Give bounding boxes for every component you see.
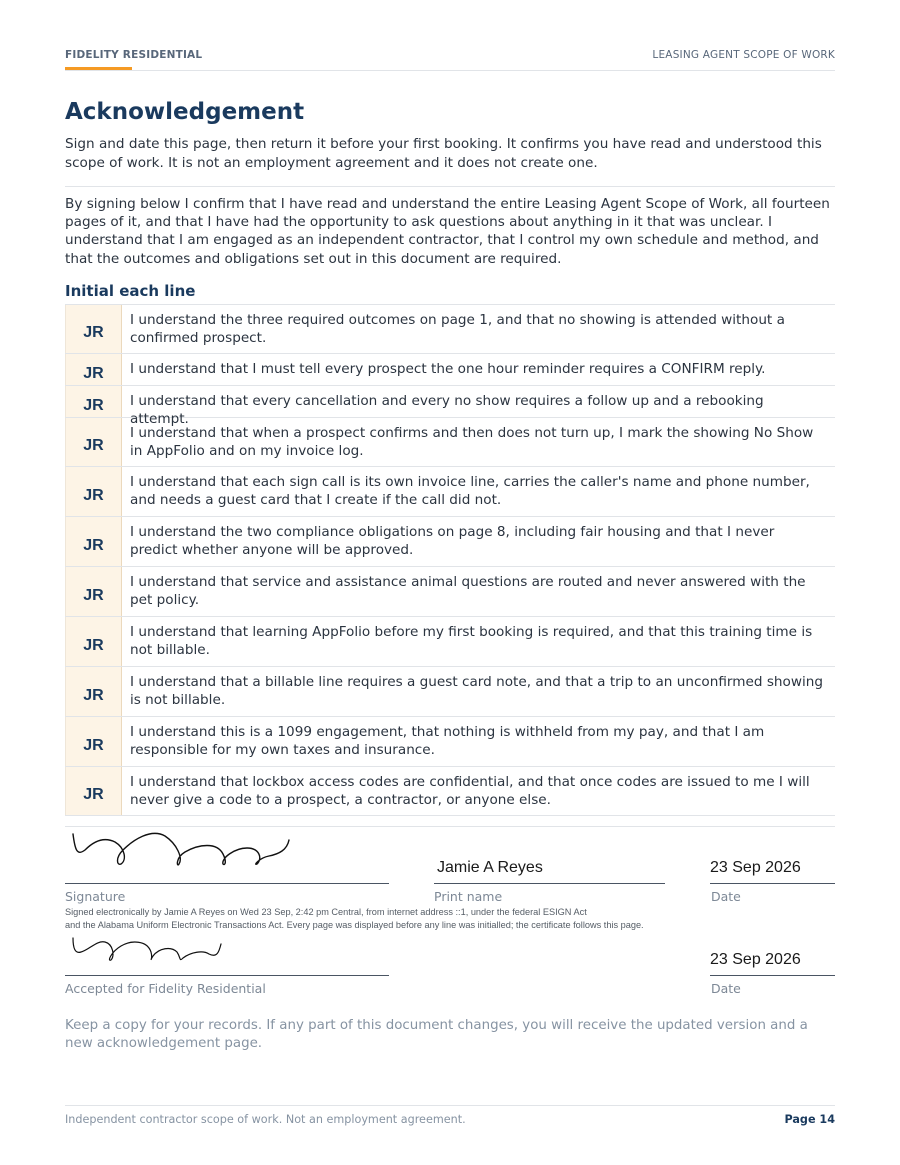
initial-box bbox=[65, 305, 122, 353]
initial-box bbox=[65, 767, 122, 815]
acceptance-date-label: Date bbox=[711, 981, 741, 996]
initial-row bbox=[65, 386, 835, 427]
accepted-for-label: Accepted for Fidelity Residential bbox=[65, 981, 266, 996]
signature-line bbox=[65, 883, 389, 884]
intro-paragraph: Sign and date this page, then return it before your first booking. It confirms you have read and understood this scope of work. It is not an employment agreement and it does not create one. bbox=[65, 136, 822, 171]
handwritten-signature bbox=[67, 828, 297, 880]
header-accent-bar bbox=[65, 67, 132, 70]
initial-box bbox=[65, 717, 122, 766]
print-name-line bbox=[434, 883, 665, 884]
initial-box bbox=[65, 467, 122, 516]
acceptance-signature-line bbox=[65, 975, 389, 976]
initial-value: JR bbox=[83, 536, 104, 554]
initial-row bbox=[65, 717, 835, 767]
divider bbox=[65, 186, 835, 187]
initial-value: JR bbox=[83, 437, 104, 454]
esign-line: and the Alabama Uniform Electronic Transactions Act. Every page was displayed before any line was initialled; the certificate follows this page. bbox=[65, 920, 644, 930]
initial-value: JR bbox=[83, 636, 104, 654]
initial-row bbox=[65, 467, 835, 517]
acceptance-date-line bbox=[710, 975, 835, 976]
print-name-label: Print name bbox=[434, 889, 503, 904]
initial-row bbox=[65, 617, 835, 667]
initial-box bbox=[65, 667, 122, 716]
initial-box bbox=[65, 617, 122, 666]
date-label: Date bbox=[711, 889, 741, 904]
initial-value: JR bbox=[83, 486, 104, 504]
initial-value: JR bbox=[83, 586, 104, 604]
footer-text: Independent contractor scope of work. Not an employment agreement. bbox=[65, 1113, 466, 1126]
initial-value: JR bbox=[83, 364, 104, 382]
page-title: Acknowledgement bbox=[65, 99, 305, 125]
header-company: FIDELITY RESIDENTIAL bbox=[65, 49, 203, 61]
esign-line: Signed electronically by Jamie A Reyes on Wed 23 Sep, 2:42 pm Central, from internet address ::1, under the federal ESIGN Act bbox=[65, 907, 587, 917]
initial-box bbox=[65, 418, 122, 466]
initial-value: JR bbox=[83, 396, 104, 414]
initial-row bbox=[65, 667, 835, 717]
page-number: Page 14 bbox=[784, 1113, 835, 1126]
initial-statement: I understand that learning AppFolio before my first booking is required, and that this training time is not billable. bbox=[130, 624, 813, 658]
document-page bbox=[65, 0, 835, 1165]
footer-divider bbox=[65, 1105, 835, 1106]
initial-statement: I understand that lockbox access codes are confidential, and that once codes are issued to me I will never give a code to a prospect, a contractor, or anyone else. bbox=[130, 774, 810, 808]
divider bbox=[65, 826, 835, 827]
initial-statement: I understand that service and assistance animal questions are routed and never answered with the pet policy. bbox=[130, 574, 806, 608]
signature-label: Signature bbox=[65, 889, 126, 904]
header-document-title: LEASING AGENT SCOPE OF WORK bbox=[652, 49, 835, 61]
initial-value: JR bbox=[83, 786, 104, 803]
records-note: Keep a copy for your records. If any part of this document changes, you will receive the updated version and a new acknowledgement page. bbox=[65, 1018, 808, 1051]
initial-statement: I understand that when a prospect confirms and then does not turn up, I mark the showing No Show in AppFolio and on my invoice log. bbox=[130, 425, 814, 459]
initial-row bbox=[65, 418, 835, 467]
initial-row bbox=[65, 567, 835, 617]
print-name-value: Jamie A Reyes bbox=[437, 859, 543, 876]
initial-box bbox=[65, 567, 122, 616]
date-line bbox=[710, 883, 835, 884]
initial-statement: I understand that every cancellation and every no show requires a follow up and a rebooking attempt. bbox=[130, 393, 764, 427]
initial-statement: I understand the three required outcomes on page 1, and that no showing is attended without a confirmed prospect. bbox=[130, 312, 785, 346]
initial-value: JR bbox=[83, 324, 104, 341]
initial-statement: I understand that each sign call is its own invoice line, carries the caller's name and phone number, and needs a guest card that I create if the call did not. bbox=[130, 474, 810, 508]
confirmation-paragraph: By signing below I confirm that I have read and understand the entire Leasing Agent Scope of Work, all fourteen pages of it, and that I have had the opportunity to ask questions about anything in it that was unclear. I understand that I am engaged as an independent contractor, that I control my own schedule and method, and that the outcomes and obligations set out in this document are required. bbox=[65, 196, 830, 267]
initial-statement: I understand that a billable line requires a guest card note, and that a trip to an unconfirmed showing is not billable. bbox=[130, 674, 823, 708]
initial-value: JR bbox=[83, 736, 104, 754]
initial-statement: I understand the two compliance obligations on page 8, including fair housing and that I never predict whether anyone will be approved. bbox=[130, 524, 775, 558]
initial-value: JR bbox=[83, 686, 104, 704]
initial-statement: I understand that I must tell every prospect the one hour reminder requires a CONFIRM reply. bbox=[130, 361, 766, 377]
initial-box bbox=[65, 517, 122, 566]
page-header bbox=[65, 47, 835, 71]
initial-statement: I understand this is a 1099 engagement, that nothing is withheld from my pay, and that I am responsible for my own taxes and insurance. bbox=[130, 724, 765, 758]
initial-box bbox=[65, 354, 122, 385]
initials-table bbox=[65, 304, 835, 816]
initial-box bbox=[65, 386, 122, 417]
esign-notice bbox=[65, 906, 835, 932]
initial-row bbox=[65, 354, 835, 386]
initials-heading: Initial each line bbox=[65, 282, 196, 300]
initial-row bbox=[65, 305, 835, 354]
acceptance-date-value: 23 Sep 2026 bbox=[710, 951, 801, 968]
countersignature bbox=[67, 934, 227, 970]
initial-row bbox=[65, 517, 835, 567]
initial-row bbox=[65, 767, 835, 816]
signature-date-value: 23 Sep 2026 bbox=[710, 859, 801, 876]
